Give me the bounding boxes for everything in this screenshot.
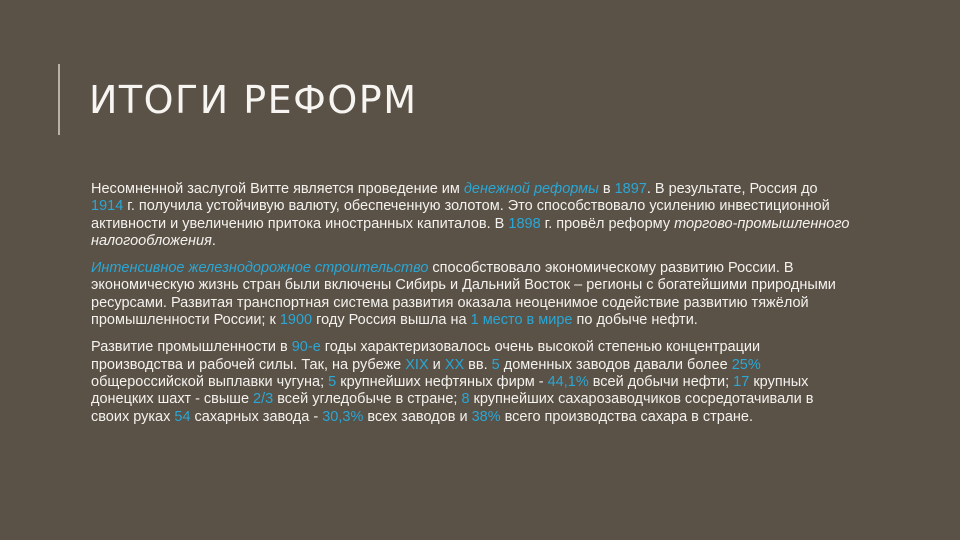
text-run: крупнейших сахарозаводчиков сосредотачивали в своих руках [91, 391, 818, 425]
highlighted-text: денежной реформы [463, 181, 599, 197]
highlighted-text: 25% [731, 356, 761, 373]
highlighted-text: 2/3 [253, 391, 274, 408]
highlighted-text: 44,1% [547, 373, 589, 390]
text-run: в [598, 181, 615, 197]
text-run: и [428, 356, 445, 373]
highlighted-text: 90-е [291, 339, 321, 356]
text-run: сахарных завода - [190, 408, 323, 425]
highlighted-text: 17 [733, 373, 750, 390]
highlighted-text: 1898 [508, 215, 541, 232]
text-run: . [211, 232, 216, 249]
text-run: . В результате, Россия до [646, 181, 822, 197]
text-run: доменных заводов давали более [499, 356, 732, 373]
title-accent-bar [58, 64, 60, 135]
highlighted-text: 54 [174, 408, 191, 425]
highlighted-text: 38% [471, 408, 501, 425]
text-run: г. получила устойчивую валюту, обеспеченную золотом. Это способствовало усилению инвестиционной активности и увеличению притока иностранных капиталов. В [91, 198, 834, 232]
text-run: году Россия вышла на [312, 312, 471, 329]
text-run: общероссийской выплавки чугуна; [91, 356, 765, 390]
highlighted-text: XIX [405, 356, 429, 373]
text-run: крупнейших нефтяных фирм - [336, 373, 548, 390]
text-run: всех заводов и [363, 408, 472, 425]
text-run: г. провёл реформу [540, 215, 675, 232]
text-run: всей угледобыче в стране; [273, 391, 462, 408]
text-run: годы характеризовалось очень высокой степенью концентрации производства и рабочей силы. Так, на рубеже [91, 339, 765, 373]
highlighted-text: 30,3% [322, 408, 364, 425]
highlighted-text: 1900 [279, 312, 313, 329]
highlighted-text: 1 место в мире [470, 312, 573, 329]
slide-title: ИТОГИ РЕФОРМ [89, 78, 418, 122]
text-run: по добыче нефти. [572, 312, 698, 329]
text-run: Несомненной заслугой Витте является проведение им [91, 181, 464, 197]
highlighted-text: 5 [491, 356, 500, 373]
text-run: всей добычи нефти; [588, 373, 734, 390]
highlighted-text: 5 [328, 373, 337, 390]
text-run: вв. [464, 356, 492, 373]
highlighted-text: 8 [461, 391, 470, 408]
text-run: торгово-промышленного налогообложения [91, 215, 854, 249]
paragraph-industry-concentration [91, 339, 851, 425]
paragraph-currency-reform [91, 181, 854, 250]
text-run: способствовало экономическому развитию России. В экономическую жизнь стран были включены Сибирь и Дальний Восток – регионы с богатейшими природными ресурсами. Развитая транспортная система развития оказала неоценимое содействие развитию тяжёлой промышленности России; к [91, 260, 840, 329]
paragraph-railway-construction [91, 260, 851, 329]
slide-body [91, 181, 854, 436]
highlighted-text: 1897 [614, 181, 647, 197]
text-run: Развитие промышленности в [91, 339, 292, 356]
text-run: всего производства сахара в стране. [500, 408, 754, 425]
highlighted-text: 1914 [91, 198, 124, 215]
highlighted-text: XX [444, 356, 465, 373]
highlighted-text: Интенсивное железнодорожное строительство [91, 260, 429, 277]
text-run: крупных донецких шахт - свыше [91, 373, 813, 408]
